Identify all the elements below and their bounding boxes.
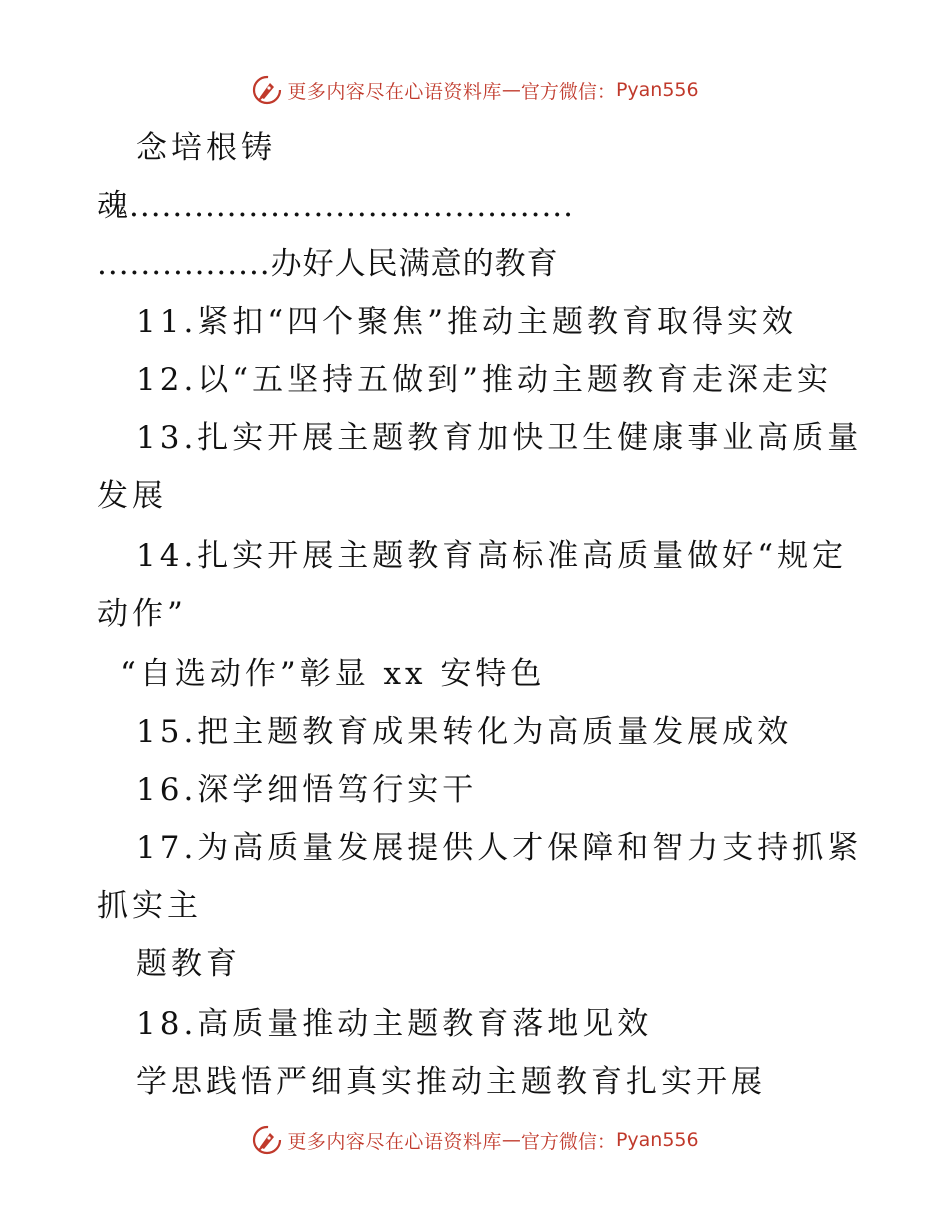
watermark-wechat-id: Pyan556 <box>615 79 699 101</box>
toc-line: “自选动作”彰显 xx 安特色 <box>120 656 546 692</box>
toc-line: 题教育 <box>136 946 241 982</box>
toc-line: 发展 <box>97 478 167 514</box>
pen-nib-logo-icon <box>251 1124 283 1156</box>
footer-watermark <box>0 1120 950 1160</box>
watermark-wechat-label: 官方微信： <box>520 80 616 103</box>
toc-line: 13.扎实开展主题教育加快卫生健康事业高质量 <box>136 420 863 456</box>
toc-line: 18.高质量推动主题教育落地见效 <box>136 1006 653 1042</box>
watermark-main-text: 更多内容尽在心语资料库 <box>287 1130 502 1153</box>
toc-line: 16.深学细悟笃行实干 <box>136 772 478 808</box>
toc-line: 17.为高质量发展提供人才保障和智力支持抓紧 <box>136 830 863 866</box>
watermark-separator: — <box>501 1129 521 1151</box>
pen-nib-logo-icon <box>251 74 283 106</box>
toc-line: 抓实主 <box>97 888 202 924</box>
toc-line: 12.以“五坚持五做到”推动主题教育走深走实 <box>136 362 832 398</box>
toc-line: 念培根铸 <box>136 130 276 166</box>
toc-line: 14.扎实开展主题教育高标准高质量做好“规定 <box>136 538 848 574</box>
toc-line: 魂......................................... <box>97 188 575 224</box>
toc-line: 学思践悟严细真实推动主题教育扎实开展 <box>136 1064 766 1100</box>
toc-line: 11.紧扣“四个聚焦”推动主题教育取得实效 <box>136 304 797 340</box>
toc-line: 15.把主题教育成果转化为高质量发展成效 <box>136 714 793 750</box>
watermark-wechat-id: Pyan556 <box>615 1129 699 1151</box>
toc-line: ................办好人民满意的教育 <box>97 246 559 282</box>
watermark-main-text: 更多内容尽在心语资料库 <box>287 80 502 103</box>
toc-line: 动作” <box>97 596 187 632</box>
watermark-separator: — <box>501 79 521 101</box>
header-watermark <box>0 70 950 110</box>
watermark-wechat-label: 官方微信： <box>520 1130 616 1153</box>
